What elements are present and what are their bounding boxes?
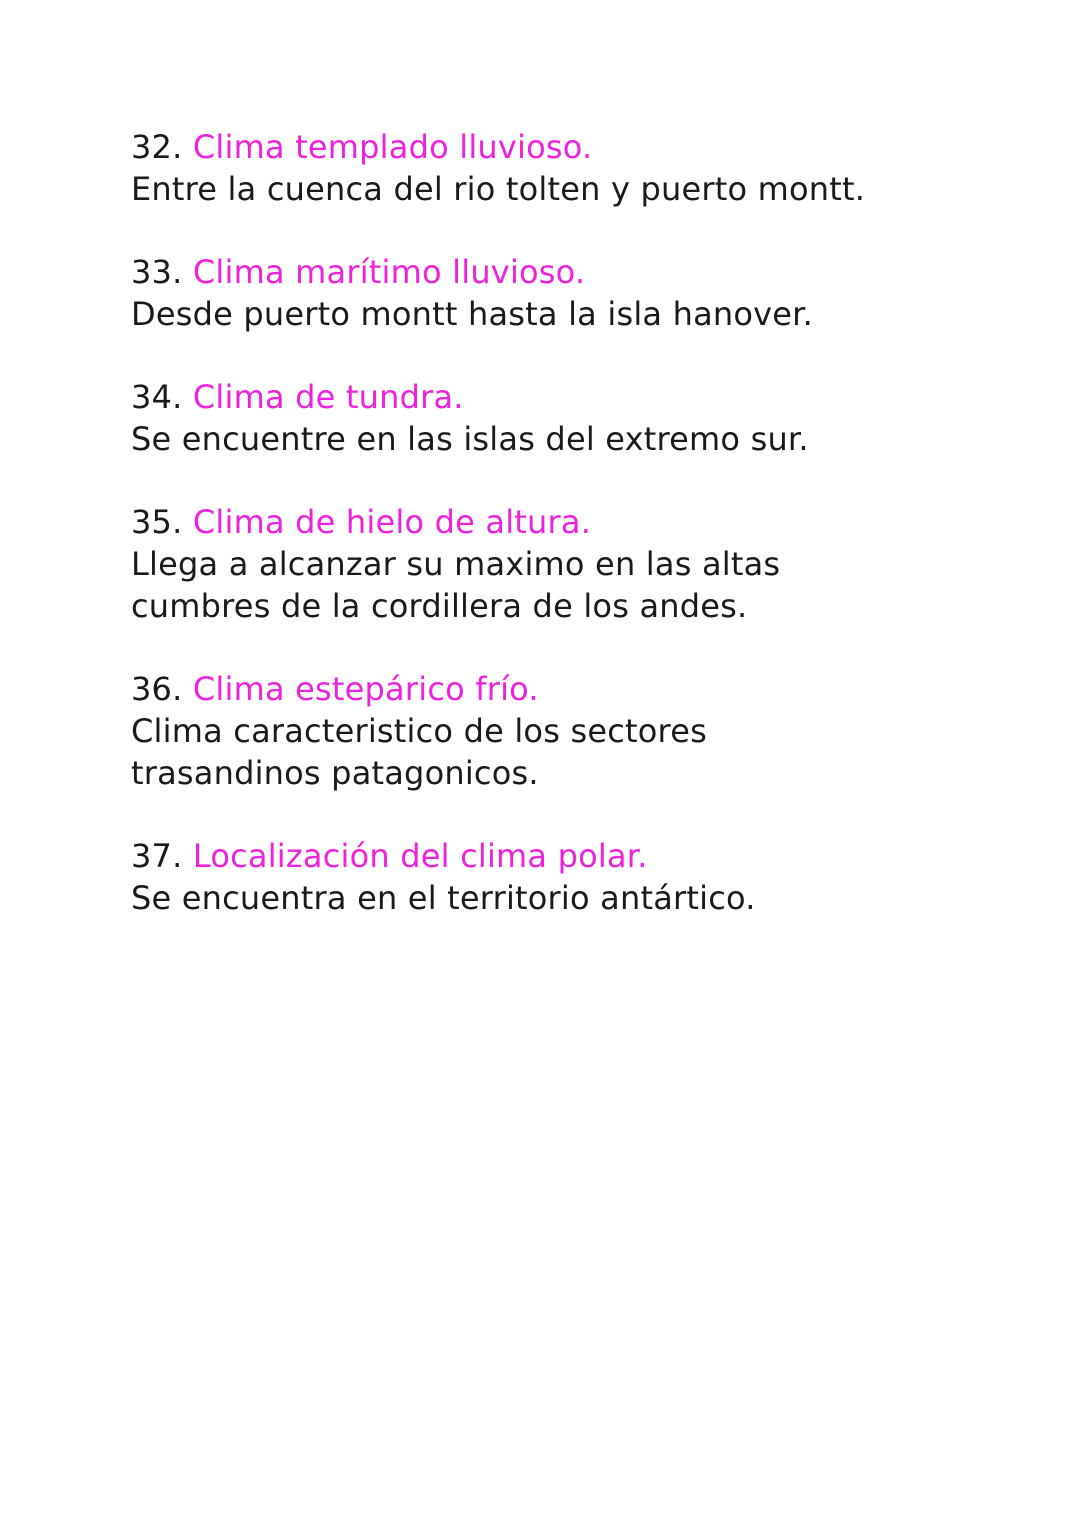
entry-number: 37. bbox=[131, 837, 183, 875]
document-page bbox=[131, 126, 1031, 960]
entry-heading bbox=[131, 376, 1031, 418]
entry-heading bbox=[131, 835, 1031, 877]
entry-description-line: Se encuentre en las islas del extremo sur. bbox=[131, 420, 809, 458]
entry-heading bbox=[131, 501, 1031, 543]
entry-number: 36. bbox=[131, 670, 183, 708]
entry-35 bbox=[131, 501, 1031, 627]
entry-title: Clima marítimo lluvioso. bbox=[192, 253, 586, 291]
entry-description-line: Clima caracteristico de los sectores bbox=[131, 712, 707, 750]
entry-number: 35. bbox=[131, 503, 183, 541]
entry-title: Localización del clima polar. bbox=[192, 837, 648, 875]
entry-description-line: Entre la cuenca del rio tolten y puerto montt. bbox=[131, 170, 866, 208]
entry-title: Clima de tundra. bbox=[192, 378, 464, 416]
entry-title: Clima de hielo de altura. bbox=[192, 503, 592, 541]
entry-number: 34. bbox=[131, 378, 183, 416]
entry-heading bbox=[131, 126, 1031, 168]
entry-description-line: trasandinos patagonicos. bbox=[131, 754, 539, 792]
entry-36 bbox=[131, 668, 1031, 794]
entry-heading bbox=[131, 251, 1031, 293]
entry-33 bbox=[131, 251, 1031, 335]
entry-32 bbox=[131, 126, 1031, 210]
entry-description-line: Desde puerto montt hasta la isla hanover. bbox=[131, 295, 813, 333]
entry-heading bbox=[131, 668, 1031, 710]
entry-title: Clima estepárico frío. bbox=[192, 670, 539, 708]
entry-description-line: Llega a alcanzar su maximo en las altas bbox=[131, 545, 781, 583]
entry-number: 33. bbox=[131, 253, 183, 291]
entry-title: Clima templado lluvioso. bbox=[192, 128, 593, 166]
entry-description-line: Se encuentra en el territorio antártico. bbox=[131, 879, 756, 917]
entry-37 bbox=[131, 835, 1031, 919]
entry-34 bbox=[131, 376, 1031, 460]
entry-description-line: cumbres de la cordillera de los andes. bbox=[131, 587, 748, 625]
entry-number: 32. bbox=[131, 128, 183, 166]
